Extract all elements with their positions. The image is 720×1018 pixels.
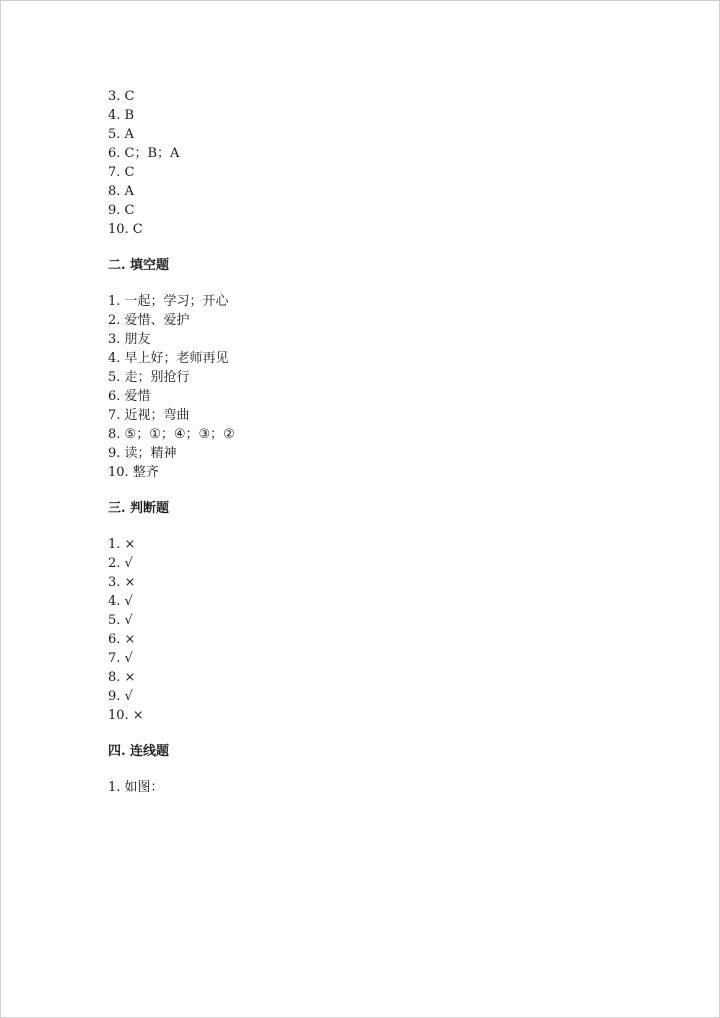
answer-line: 10. C: [108, 222, 143, 237]
answer-line: 8. A: [108, 184, 134, 199]
answer-line: 5. 走；别抢行: [108, 370, 190, 385]
answer-line: 3. 朋友: [108, 332, 151, 347]
answer-line: 6. 爱惜: [108, 389, 151, 404]
answer-line: 10. 整齐: [108, 465, 159, 480]
answer-line: 2. √: [108, 556, 133, 571]
answer-line: 6. ×: [108, 632, 136, 647]
section-4-answers: [108, 778, 628, 797]
section-2-heading: 二. 填空题: [108, 258, 170, 273]
answer-line: 7. C: [108, 165, 135, 180]
answer-line: 4. √: [108, 594, 133, 609]
answer-line: 4. 早上好；老师再见: [108, 351, 229, 366]
answer-line: 4. B: [108, 108, 135, 123]
section-3-heading: 三. 判断题: [108, 501, 170, 516]
answer-line: 8. ×: [108, 670, 136, 685]
answer-line: 5. A: [108, 127, 134, 142]
answer-line: 3. C: [108, 89, 135, 104]
answer-line: 9. 读；精神: [108, 446, 177, 461]
answer-line: 9. C: [108, 203, 135, 218]
answer-line: 5. √: [108, 613, 133, 628]
section-4-heading: 四. 连线题: [108, 744, 170, 759]
answer-line: 6. C；B；A: [108, 146, 180, 161]
answer-line: 1. 如图：: [108, 780, 164, 795]
answer-line: 7. 近视；弯曲: [108, 408, 190, 423]
section-3-answers: [108, 535, 628, 725]
answer-line: 3. ×: [108, 575, 136, 590]
answer-line: 9. √: [108, 689, 133, 704]
answer-document: [108, 87, 628, 797]
answer-line: 2. 爱惜、爱护: [108, 313, 190, 328]
section-1-answers: [108, 87, 628, 239]
answer-line: 1. ×: [108, 537, 136, 552]
answer-line: 7. √: [108, 651, 133, 666]
answer-line: 10. ×: [108, 708, 144, 723]
answer-line: 8. ⑤；①；④；③；②: [108, 427, 235, 442]
answer-line: 1. 一起；学习；开心: [108, 294, 229, 309]
section-2-answers: [108, 292, 628, 482]
